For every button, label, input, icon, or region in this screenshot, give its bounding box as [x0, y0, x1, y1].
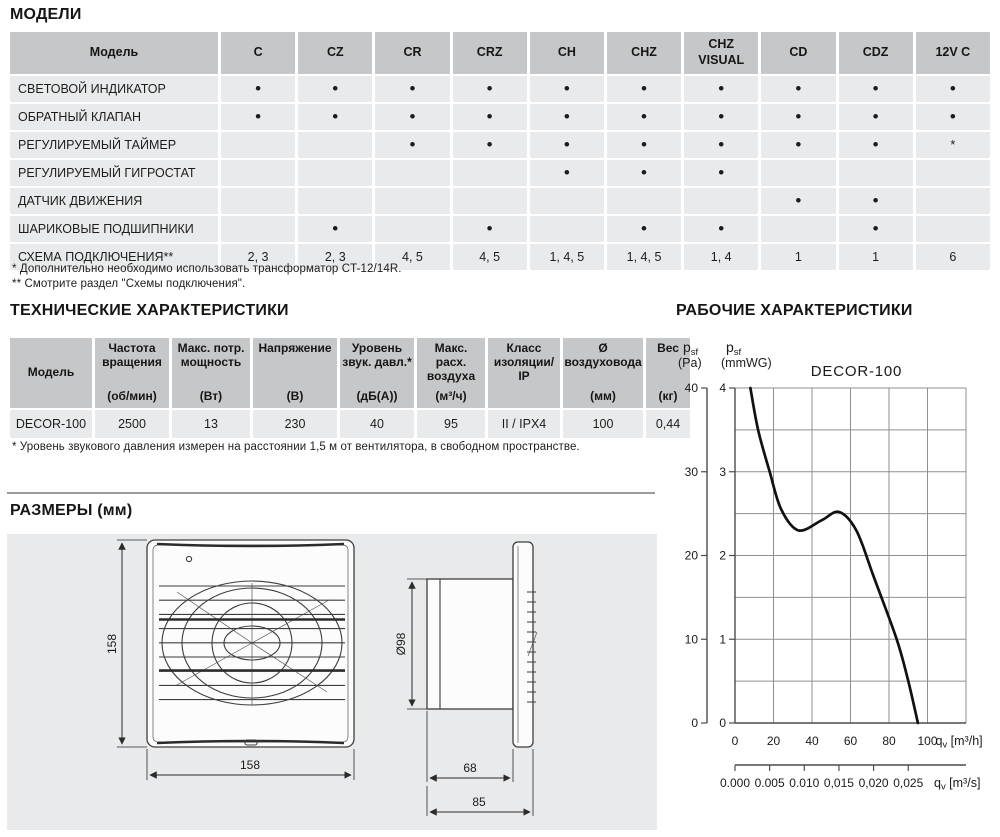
models-col-header: CHZ VISUAL [684, 32, 758, 74]
svg-text:0: 0 [719, 716, 726, 730]
tech-value-cell: 13 [172, 410, 250, 438]
feature-cell [298, 132, 372, 158]
feature-cell: • [916, 104, 990, 130]
performance-section-title: РАБОЧИЕ ХАРАКТЕРИСТИКИ [676, 302, 913, 319]
feature-cell: • [607, 160, 681, 186]
feature-cell [221, 132, 295, 158]
feature-cell: * [916, 132, 990, 158]
feature-cell [607, 188, 681, 214]
feature-cell: • [684, 132, 758, 158]
models-col-header: CRZ [453, 32, 527, 74]
feature-cell: • [530, 104, 604, 130]
table-row [10, 216, 990, 242]
table-row [10, 76, 990, 102]
tech-col-header [253, 338, 337, 408]
feature-cell [916, 188, 990, 214]
tech-col-header [340, 338, 414, 408]
feature-cell [221, 160, 295, 186]
feature-cell: • [607, 76, 681, 102]
header-name: Ø воздуховода [564, 341, 642, 369]
header-name: Макс. расх. воздуха [426, 341, 476, 383]
header-name: Уровень звук. давл.* [342, 341, 412, 369]
front-width-dim: 158 [239, 758, 261, 772]
duct-diameter-dim: Ø98 [394, 632, 408, 656]
models-table [7, 30, 993, 272]
models-section-title: МОДЕЛИ [10, 6, 82, 23]
svg-text:0: 0 [691, 716, 698, 730]
feature-cell: • [607, 216, 681, 242]
feature-cell: 2, 3 [221, 244, 295, 270]
feature-cell: • [375, 132, 449, 158]
dimensions-drawing [7, 534, 657, 830]
tech-value-cell: 40 [340, 410, 414, 438]
feature-label: ШАРИКОВЫЕ ПОДШИПНИКИ [10, 216, 218, 242]
dimensions-section-title: РАЗМЕРЫ (мм) [10, 502, 133, 519]
header-unit: (кг) [658, 389, 678, 404]
feature-cell: • [839, 188, 913, 214]
front-height-dim: 158 [105, 633, 119, 655]
feature-cell: • [839, 132, 913, 158]
feature-cell [375, 188, 449, 214]
table-header-row [10, 338, 690, 408]
table-row [10, 160, 990, 186]
feature-cell: 2, 3 [298, 244, 372, 270]
feature-label: СХЕМА ПОДКЛЮЧЕНИЯ** [10, 244, 218, 270]
fan-front-view [105, 540, 354, 780]
svg-text:20: 20 [766, 734, 781, 748]
feature-cell [221, 188, 295, 214]
tech-table-body [10, 410, 690, 438]
svg-text:4: 4 [719, 381, 726, 395]
feature-cell: • [221, 76, 295, 102]
feature-cell: 1, 4 [684, 244, 758, 270]
header-wrap [95, 338, 169, 408]
svg-text:0,025: 0,025 [893, 776, 924, 790]
table-header-row [10, 32, 990, 74]
svg-text:80: 80 [882, 734, 896, 748]
svg-text:0: 0 [731, 734, 739, 748]
header-unit: (В) [286, 389, 304, 404]
tech-col-header [95, 338, 169, 408]
feature-cell [530, 188, 604, 214]
header-wrap [563, 338, 643, 408]
svg-text:0.000: 0.000 [719, 776, 751, 790]
feature-cell: • [530, 132, 604, 158]
feature-cell [453, 188, 527, 214]
header-name: Частота вращения [102, 341, 162, 369]
svg-text:1: 1 [719, 632, 726, 647]
table-row [10, 188, 990, 214]
feature-cell: • [298, 76, 372, 102]
section-divider [7, 492, 655, 494]
svg-text:100: 100 [917, 734, 938, 748]
feature-cell: • [221, 104, 295, 130]
models-col-header: CDZ [839, 32, 913, 74]
svg-text:10: 10 [684, 632, 698, 647]
models-footnote-2: ** Смотрите раздел "Схемы подключения". [12, 278, 246, 290]
feature-cell: • [453, 216, 527, 242]
feature-cell: • [453, 76, 527, 102]
models-col-header: CH [530, 32, 604, 74]
x-axis-m3h [732, 734, 983, 751]
svg-text:0.010: 0.010 [789, 776, 820, 790]
svg-text:psf: $p_{sf}$ [726, 339, 742, 358]
models-table-body [10, 76, 990, 270]
models-col-header: CD [761, 32, 835, 74]
tech-table-wrap [7, 336, 681, 440]
feature-cell: • [530, 76, 604, 102]
header-wrap [417, 338, 485, 408]
header-unit: (м³/ч) [435, 389, 467, 404]
feature-cell: • [453, 132, 527, 158]
feature-cell: • [530, 160, 604, 186]
tech-col-header [417, 338, 485, 408]
tech-footnote: * Уровень звукового давления измерен на расстоянии 1,5 м от вентилятора, в свободном пространстве. [12, 441, 580, 453]
feature-cell [221, 216, 295, 242]
chart-title: DECOR-100 [810, 363, 903, 380]
feature-cell [916, 160, 990, 186]
table-row [10, 104, 990, 130]
feature-cell: 1, 4, 5 [530, 244, 604, 270]
feature-cell: 4, 5 [375, 244, 449, 270]
svg-text:2: 2 [719, 548, 726, 563]
feature-cell: • [761, 76, 835, 102]
feature-cell: • [375, 76, 449, 102]
models-col-header: C [221, 32, 295, 74]
feature-cell [298, 160, 372, 186]
svg-text:0,015: 0,015 [823, 776, 854, 790]
feature-cell: 1 [839, 244, 913, 270]
table-row [10, 410, 690, 438]
svg-text:60: 60 [843, 734, 858, 748]
svg-text:40: 40 [684, 381, 698, 395]
tech-value-cell: DECOR-100 [10, 410, 92, 438]
feature-cell: • [607, 132, 681, 158]
feature-cell [375, 160, 449, 186]
feature-cell [684, 188, 758, 214]
feature-label: ДАТЧИК ДВИЖЕНИЯ [10, 188, 218, 214]
feature-cell: • [839, 216, 913, 242]
header-wrap [488, 338, 560, 408]
header-unit: (Вт) [199, 389, 223, 404]
header-name: Модель [27, 365, 75, 380]
header-unit: (об/мин) [107, 389, 157, 404]
feature-cell: • [684, 76, 758, 102]
svg-text:0.005: 0.005 [754, 776, 785, 790]
feature-cell: • [607, 104, 681, 130]
models-col-header: CHZ [607, 32, 681, 74]
tech-value-cell: 95 [417, 410, 485, 438]
axis-name-labels [678, 339, 772, 370]
header-name: Напряжение [258, 341, 332, 355]
feature-cell [298, 188, 372, 214]
tech-value-cell: 0,44 [646, 410, 690, 438]
models-col-header: 12V C [916, 32, 990, 74]
models-col-header: CZ [298, 32, 372, 74]
header-wrap [10, 338, 92, 408]
models-corner-header: Модель [10, 32, 218, 74]
header-wrap [253, 338, 337, 408]
models-col-header: CR [375, 32, 449, 74]
tech-value-cell: 230 [253, 410, 337, 438]
feature-cell: • [453, 104, 527, 130]
svg-text:qv [m³/h]: $q_v$ [m³/h] [935, 734, 983, 751]
svg-text:30: 30 [684, 464, 698, 479]
models-table-wrap [7, 30, 993, 272]
svg-text:(mmWG): (mmWG) [721, 356, 772, 370]
feature-cell: • [761, 104, 835, 130]
tech-col-header [488, 338, 560, 408]
total-depth-dim: 85 [472, 795, 486, 809]
feature-label: ОБРАТНЫЙ КЛАПАН [10, 104, 218, 130]
tech-section-title: ТЕХНИЧЕСКИЕ ХАРАКТЕРИСТИКИ [10, 302, 289, 319]
tech-col-header [10, 338, 92, 408]
header-name: Класс изоляции/ IP [493, 341, 555, 383]
models-table-head [10, 32, 990, 74]
feature-cell [375, 216, 449, 242]
tech-value-cell: 100 [563, 410, 643, 438]
y-axis-mmwg [719, 381, 735, 730]
header-unit: (мм) [590, 389, 616, 404]
tech-value-cell: 2500 [95, 410, 169, 438]
feature-cell: • [298, 216, 372, 242]
feature-cell: • [761, 132, 835, 158]
feature-cell: • [916, 76, 990, 102]
models-footnote-1: * Дополнительно необходимо использовать трансформатор CT-12/14R. [12, 263, 402, 275]
feature-cell: • [375, 104, 449, 130]
feature-cell: • [298, 104, 372, 130]
dimensions-panel [7, 534, 657, 830]
feature-cell: 1 [761, 244, 835, 270]
feature-cell: • [761, 188, 835, 214]
feature-cell [761, 160, 835, 186]
feature-cell [530, 216, 604, 242]
header-name: Макс. потр. мощность [177, 341, 245, 369]
header-wrap [172, 338, 250, 408]
svg-text:3: 3 [719, 464, 726, 479]
tech-col-header [172, 338, 250, 408]
svg-text:(Pa): (Pa) [678, 356, 702, 370]
feature-cell [453, 160, 527, 186]
feature-cell: 4, 5 [453, 244, 527, 270]
header-wrap [340, 338, 414, 408]
chart-grid [735, 388, 966, 723]
duct-depth-dim: 68 [463, 761, 477, 775]
feature-cell: • [839, 76, 913, 102]
svg-text:0,020: 0,020 [858, 776, 889, 790]
header-unit: (дБ(А)) [356, 389, 398, 404]
svg-text:40: 40 [805, 734, 819, 748]
tech-col-header [563, 338, 643, 408]
tech-table-head [10, 338, 690, 408]
feature-cell: • [684, 160, 758, 186]
feature-cell: • [839, 104, 913, 130]
svg-text:qv [m³/s]: $q_v$ [m³/s] [934, 776, 981, 793]
performance-chart [668, 330, 1000, 810]
feature-label: РЕГУЛИРУЕМЫЙ ТАЙМЕР [10, 132, 218, 158]
feature-label: РЕГУЛИРУЕМЫЙ ГИГРОСТАТ [10, 160, 218, 186]
table-row [10, 132, 990, 158]
svg-text:20: 20 [684, 548, 698, 563]
feature-cell: 1, 4, 5 [607, 244, 681, 270]
tech-table [7, 336, 693, 440]
feature-cell [839, 160, 913, 186]
feature-cell: • [684, 216, 758, 242]
feature-cell [916, 216, 990, 242]
y-axis-pa [685, 381, 707, 730]
x-axis-m3s [720, 765, 980, 793]
feature-label: СВЕТОВОЙ ИНДИКАТОР [10, 76, 218, 102]
feature-cell: • [684, 104, 758, 130]
svg-text:psf: $p_{sf}$ [683, 339, 699, 358]
fan-side-view [394, 542, 537, 816]
tech-value-cell: II / IPX4 [488, 410, 560, 438]
header-name: Вес [657, 341, 679, 355]
feature-cell: 6 [916, 244, 990, 270]
feature-cell [761, 216, 835, 242]
